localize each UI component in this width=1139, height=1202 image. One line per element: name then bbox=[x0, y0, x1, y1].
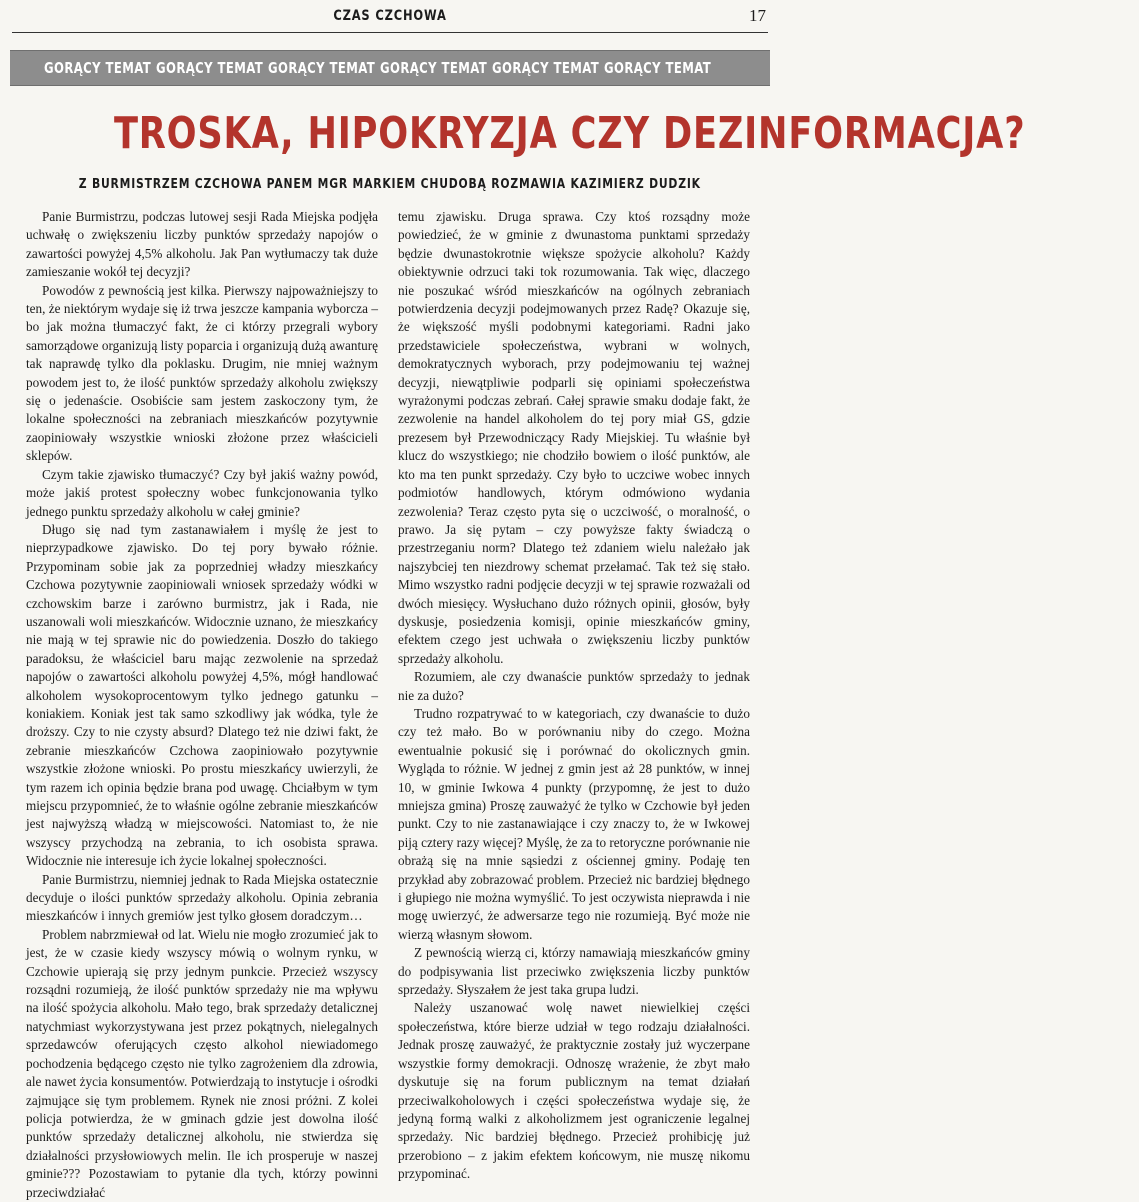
paragraph: Panie Burmistrzu, niemniej jednak to Rada Miejska ostatecznie decyduje o ilości punktów sprzedaży alkoholu. Opinia zebrania mieszkańców i innych gremiów jest tylko głosem doradczym… bbox=[26, 871, 378, 924]
hot-topic-banner bbox=[10, 50, 770, 86]
paragraph: temu zjawisku. Druga sprawa. Czy ktoś rozsądny może powiedzieć, że w gminie z dwunastoma punktami sprzedaży będzie dwunastokrotnie większe spożycie alkoholu? Każdy obiektywnie odrzuci taki tok rozumowania. Tak więc, dlaczego nie poszukać wśród mieszkańców na ogólnych zebraniach potwierdzenia decyzji podejmowanych przez Radę? Okazuje się, że większość myśli podobnymi kategoriami. Radni jako przedstawiciele społeczeństwa, wybrani w wolnych, demokratycznych wyborach, przy podejmowaniu tej ważnej decyzji, niewątpliwie podparli się opiniami społeczeństwa wyrażonymi podczas zebrań. Całej sprawie smaku dodaje fakt, że zezwolenie na handel alkoholem do tej pory miał GS, gdzie prezesem był Przewodniczący Rady Miejskiej. Tu właśnie był klucz do wszystkiego; nie chodziło bowiem o ilość punktów, ale kto ma ten punkt sprzedaży. Czy było to uczciwe wobec innych podmiotów handlowych, którym odmówiono wydania zezwolenia? Teraz często pyta się o uczciwość, o moralność, o prawo. Ja się pytam – czy powyższe fakty świadczą o przestrzeganiu norm? Dlatego też zdaniem wielu należało jak najszybciej ten niezdrowy schemat przełamać. Tak też się stało. Mimo wszystko radni podjęcie decyzji w tej sprawie rozważali od dwóch miesięcy. Wysłuchano dużo różnych opinii, głosów, były dyskusje, posiedzenia komisji, opinie mieszkańców gminy, efektem czego jest uchwała o zwiększeniu liczby punktów sprzedaży alkoholu. bbox=[398, 209, 750, 666]
publication-name: CZAS CZCHOWA bbox=[333, 8, 447, 24]
header-rule bbox=[12, 32, 768, 33]
banner-label: GORĄCY TEMAT bbox=[380, 59, 488, 77]
left-column bbox=[26, 208, 378, 1202]
paragraph: Należy uszanować wolę nawet niewielkiej części społeczeństwa, które bierze udział w tego rodzaju działalności. Jednak proszę zauważyć, że praktycznie zostały już wyczerpane wszystkie formy demokracji. Odnoszę wrażenie, że zbyt mało dyskutuje się na forum publicznym na temat działań przeciwalkoholowych i części społeczeństwa wydaje się, że jedyną formą walki z alkoholizmem jest ograniczenie legalnej sprzedaży. Nic bardziej błędnego. Przecież prohibicję już przerobiono – z jakim efektem końcowym, nie muszę nikomu przypominać. bbox=[398, 1000, 750, 1182]
article-subtitle bbox=[0, 176, 780, 192]
article-title bbox=[0, 108, 1026, 159]
banner-label: GORĄCY TEMAT bbox=[44, 59, 152, 77]
article-subtitle-text: Z BURMISTRZEM CZCHOWA PANEM MGR MARKIEM CHUDOBĄ ROZMAWIA KAZIMIERZ DUDZIK bbox=[78, 176, 702, 192]
banner-label: GORĄCY TEMAT bbox=[156, 59, 264, 77]
paragraph: Długo się nad tym zastanawiałem i myślę że jest to nieprzypadkowe zjawisko. Do tej pory bywało różnie. Przypominam sobie jak za poprzedniej władzy mieszkańcy Czchowa pozytywnie zaopiniowali wniosek sprzedaży wódki w czchowskim barze i zarówno burmistrz, jak i Rada, nie uszanowali woli mieszkańców. Widocznie uznano, że mieszkańcy nie mają w tej sprawie nic do powiedzenia. Doszło do takiego paradoksu, że właściciel baru mając zezwolenie na sprzedaż napojów o zawartości alkoholu powyżej 4,5%, mógł handlować alkoholem wysokoprocentowym tylko jednego gatunku – koniakiem. Koniak jest tak samo szkodliwy jak wódka, tyle że droższy. Czy to nie czysty absurd? Dlatego też nie dziwi fakt, że zebranie mieszkańców Czchowa zaopiniowało pozytywnie wszystkie złożone wnioski. Po prostu mieszkańcy uwierzyli, że tym razem ich opinia będzie brana pod uwagę. Chciałbym w tym miejscu przypomnieć, że to właśnie ogólne zebranie mieszkańców jest najwyższą władzą w miejscowości. Natomiast to, że nie wszyscy przychodzą na zebrania, to ich osobista sprawa. Widocznie nie interesuje ich życie lokalnej społeczności. bbox=[26, 521, 378, 869]
paragraph: Czym takie zjawisko tłumaczyć? Czy był jakiś ważny powód, może jakiś protest społeczny wobec funkcjonowania tylko jednego punktu sprzedaży alkoholu w całej gminie? bbox=[26, 466, 378, 519]
paragraph: Panie Burmistrzu, podczas lutowej sesji Rada Miejska podjęła uchwałę o zwiększeniu liczby punktów sprzedaży napojów o zawartości powyżej 4,5% alkoholu. Jak Pan wytłumaczy tak duże zamieszanie wokół tej decyzji? bbox=[26, 209, 378, 280]
page-number: 17 bbox=[749, 6, 766, 25]
article-title-text: TROSKA, HIPOKRYZJA CZY DEZINFORMACJA? bbox=[113, 108, 1026, 159]
banner-label: GORĄCY TEMAT bbox=[268, 59, 376, 77]
banner-label: GORĄCY TEMAT bbox=[604, 59, 712, 77]
paragraph: Rozumiem, ale czy dwanaście punktów sprzedaży to jednak nie za dużo? bbox=[398, 669, 750, 703]
banner-label: GORĄCY TEMAT bbox=[492, 59, 600, 77]
right-column bbox=[398, 208, 750, 1184]
paragraph: Z pewnością wierzą ci, którzy namawiają mieszkańców gminy do podpisywania list przeciwko zwiększenia liczby punktów sprzedaży. Słyszałem że jest taka grupa ludzi. bbox=[398, 945, 750, 998]
page-header bbox=[0, 0, 780, 36]
paragraph: Problem nabrzmiewał od lat. Wielu nie mogło zrozumieć jak to jest, że w czasie kiedy wszyscy mówią o wolnym rynku, w Czchowie upierają się przy jednym punkcie. Przecież wszyscy rozsądni rozumieją, że ilość punktów sprzedaży nie ma wpływu na ilość spożycia alkoholu. Mało tego, brak sprzedaży detalicznej natychmiast wykorzystywana jest przez pokątnych, nielegalnych sprzedawców oferujących często alkohol niewiadomego pochodzenia będącego często nie tylko zagrożeniem dla zdrowia, ale nawet życia konsumentów. Potwierdzają to instytucje i ośrodki zajmujące się tym problemem. Rynek nie znosi próżni. Z kolei policja potwierdza, że w gminach gdzie jest dowolna ilość punktów sprzedaży detalicznej alkoholu, nie stwierdza się działalności przysłowiowych melin. Ile ich prosperuje w naszej gminie??? Pozostawiam to pytanie dla tych, którzy powinni przeciwdziałać bbox=[26, 926, 378, 1200]
paragraph: Powodów z pewnością jest kilka. Pierwszy najpoważniejszy to ten, że niektórym wydaje się iż trwa jeszcze kampania wyborcza – bo jak można tłumaczyć fakt, że ci którzy przegrali wybory samorządowe organizują listy poparcia i organizują dużą awanturę tak naprawdę tylko dla poklasku. Drugim, nie mniej ważnym powodem jest to, że ilość punktów sprzedaży alkoholu zwiększy się o jedenaście. Osobiście sam jestem zaskoczony tym, że lokalne społeczności na zebraniach mieszkańców pozytywnie zaopiniowały wszystkie wnioski złożone przez właścicieli sklepów. bbox=[26, 282, 378, 464]
paragraph: Trudno rozpatrywać to w kategoriach, czy dwanaście to dużo czy też mało. Bo w porównaniu niby do czego. Można ewentualnie pokusić się i porównać do okolicznych gmin. Wygląda to różnie. W jednej z gmin jest aż 28 punktów, w innej 10, w gminie Iwkowa 4 punkty (przypomnę, że jest to dużo mniejsza gmina) Proszę zauważyć że tylko w Czchowie był jeden punkt. Czy to nie zastanawiające i czy znaczy to, że w Iwkowej piją cztery razy więcej? Myślę, że za to retoryczne porównanie nie obrażą się na mnie sąsiedzi z ościennej gminy. Podaję ten przykład aby zobrazować problem. Przecież nic bardziej błędnego i głupiego nie można wymyślić. To jest oczywista nieprawda i nie mogę uwierzyć, że adwersarze tego nie rozumieją. Być może nie wierzą własnym słowom. bbox=[398, 705, 750, 942]
